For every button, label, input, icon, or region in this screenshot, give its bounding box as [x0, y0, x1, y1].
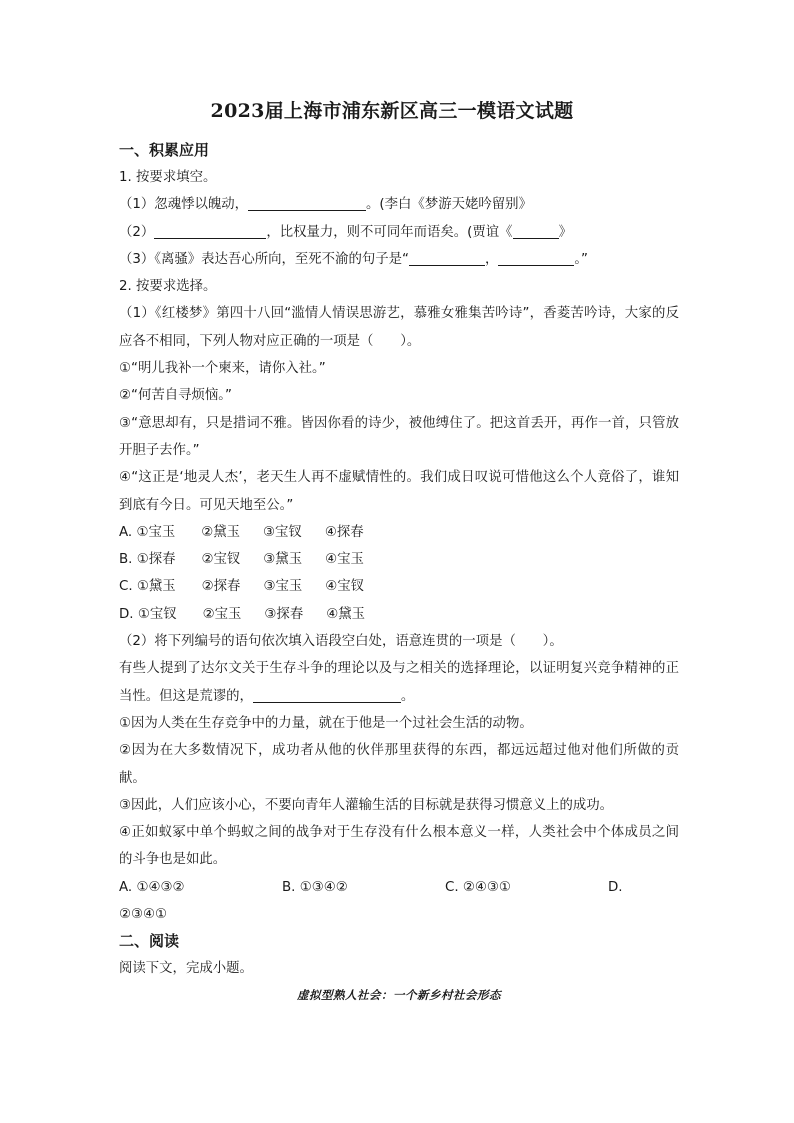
quote-4: ④“这正是‘地灵人杰’，老天生人再不虚赋情性的。我们成日叹说可惜他这么个人竟俗了，谁知到底有今日。可见天地至公。” [119, 470, 679, 513]
answer-options-row [119, 874, 679, 901]
answer-blank [248, 196, 366, 211]
reading-instruction: 阅读下文，完成小题。 [119, 961, 253, 977]
question-1-heading: 1. 按要求填空。 [119, 170, 217, 185]
sentence-3: ③因此，人们应该小心，不要向青年人灌输生活的目标就是获得习惯意义上的成功。 [119, 797, 614, 813]
question-1-item-1: （1）忽魂悸以魄动， 。(李白《梦游天姥吟留别》 [119, 197, 532, 213]
sentence-4: ④正如蚁冢中单个蚂蚁之间的战争对于生存没有什么根本意义一样，人类社会中个体成员之间的斗争也是如此。 [119, 825, 679, 868]
question-1-item-3: （3）《离骚》表达吾心所向，至死不渝的句子是“ ， 。” [119, 251, 588, 267]
option-d: D. ①宝钗 ②宝玉 ③探春 ④黛玉 [119, 606, 366, 622]
answer-option-b: B. ①③④② [282, 879, 348, 895]
section-heading-reading: 二、阅读 [119, 932, 180, 951]
answer-option-d: D. [608, 879, 623, 895]
answer-blank [154, 224, 266, 239]
option-c: C. ①黛玉 ②探春 ③宝玉 ④宝钗 [119, 579, 365, 595]
sentence-2: ②因为在大多数情况下，成功者从他的伙伴那里获得的东西，都远远超过他对他们所做的贡献。 [119, 743, 679, 786]
answer-option-a: A. ①④③② [119, 879, 185, 895]
question-2-1-stem: （1）《红楼梦》第四十八回“滥情人情误思游艺，慕雅女雅集苦吟诗”，香菱苦吟诗，大家的反应各不相同，下列人物对应正确的一项是（ ）。 [119, 306, 679, 349]
quote-3: ③“意思却有，只是措词不雅。皆因你看的诗少，被他缚住了。把这首丢开，再作一首，只管放开胆子去作。” [119, 415, 679, 458]
question-2-heading: 2. 按要求选择。 [119, 279, 217, 295]
option-a: A. ①宝玉 ②黛玉 ③宝钗 ④探春 [119, 524, 364, 540]
quote-1: ①“明儿我补一个柬来，请你入社。” [119, 361, 326, 377]
answer-option-d-value: ②③④① [119, 907, 168, 923]
option-b: B. ①探春 ②宝钗 ③黛玉 ④宝玉 [119, 552, 364, 568]
answer-blank [513, 224, 559, 239]
question-1-item-2: （2） ，比权量力，则不可同年而语矣。(贾谊《 》 [119, 224, 572, 240]
article-title: 虚拟型熟人社会：一个新乡村社会形态 [297, 987, 501, 1002]
question-2-2-stem: （2）将下列编号的语句依次填入语段空白处，语意连贯的一项是（ ）。 [119, 634, 563, 650]
exam-page [119, 96, 679, 1003]
quote-2: ②“何苦自寻烦恼。” [119, 388, 232, 404]
answer-blank [409, 251, 485, 266]
answer-blank [253, 688, 401, 703]
passage-paragraph: 有些人提到了达尔文关于生存斗争的理论以及与之相关的选择理论，以证明复兴竞争精神的正当性。但这是荒谬的， 。 [119, 661, 679, 704]
sentence-1: ①因为人类在生存竞争中的力量，就在于他是一个过社会生活的动物。 [119, 715, 533, 731]
answer-blank [498, 251, 574, 266]
answer-option-c: C. ②④③① [445, 879, 511, 895]
section-heading-accumulation: 一、积累应用 [119, 141, 210, 159]
page-title: 2023届上海市浦东新区高三一模语文试题 [210, 100, 574, 122]
